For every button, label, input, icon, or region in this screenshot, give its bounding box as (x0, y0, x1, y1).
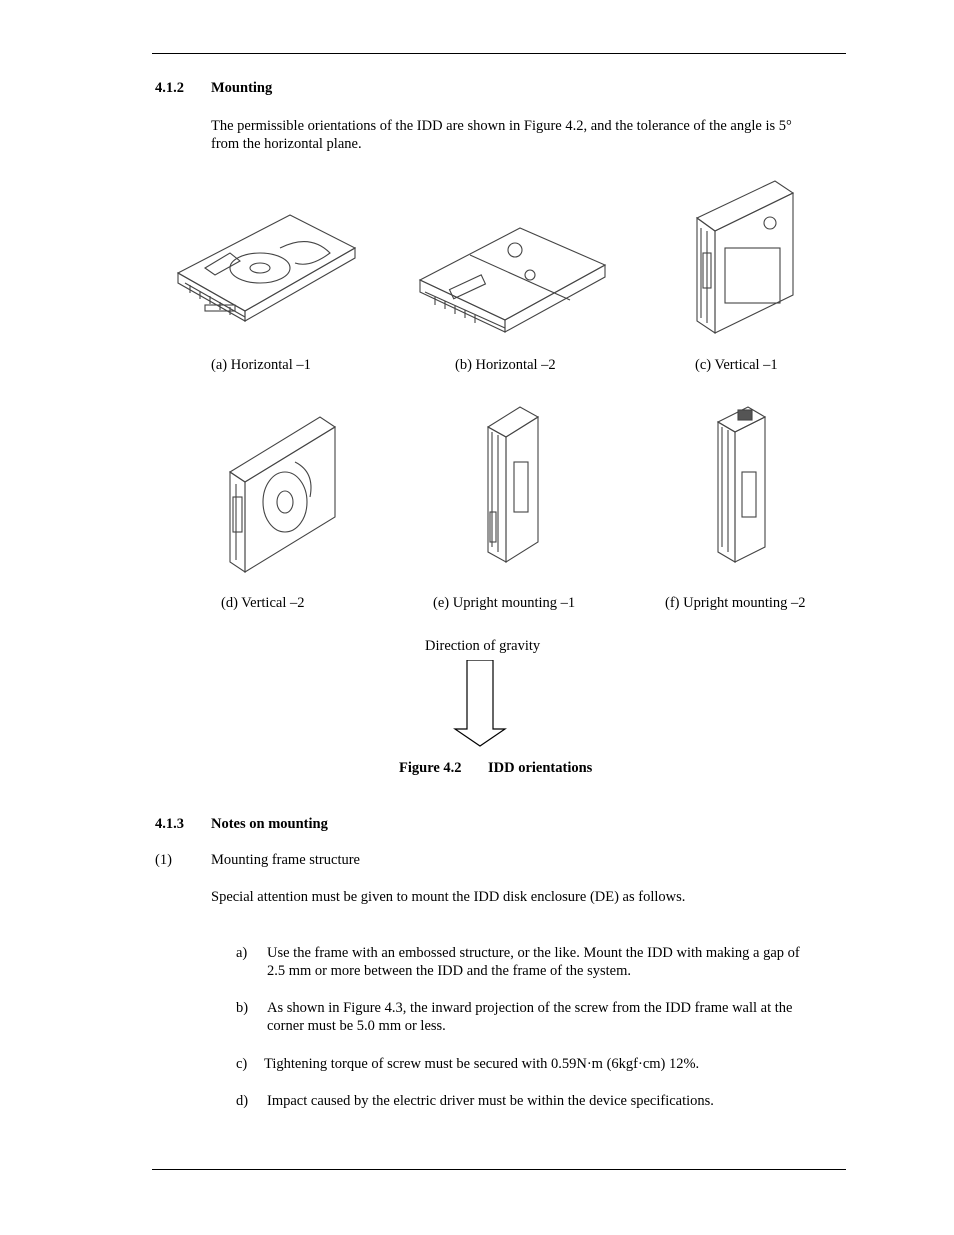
drive-upright-2-illustration (710, 402, 775, 567)
caption-d: (d) Vertical –2 (221, 595, 305, 611)
caption-c: (c) Vertical –1 (695, 357, 778, 373)
section-number: 4.1.2 (155, 80, 184, 96)
drive-horizontal-1-illustration (160, 193, 380, 338)
drive-vertical-2-illustration (195, 402, 345, 577)
list-text-line: Tightening torque of screw must be secured with 0.59N·m (6kgf·cm) 12%. (264, 1056, 700, 1072)
caption-f: (f) Upright mounting –2 (665, 595, 806, 611)
gravity-label: Direction of gravity (425, 638, 541, 654)
figure-number: Figure 4.2 (399, 760, 462, 776)
caption-e: (e) Upright mounting –1 (433, 595, 576, 611)
paragraph-line: The permissible orientations of the IDD are shown in Figure 4.2, and the tolerance of the angle is 5° (211, 118, 792, 134)
figure-title: IDD orientations (488, 760, 593, 776)
header-rule (152, 53, 846, 54)
list-label: c) (236, 1056, 248, 1072)
list-label: d) (236, 1093, 249, 1109)
list-text-line: Use the frame with an embossed structure, or the like. Mount the IDD with making a gap of (267, 945, 800, 961)
paragraph-line: from the horizontal plane. (211, 136, 362, 152)
list-label: a) (236, 945, 248, 961)
caption-a: (a) Horizontal –1 (211, 357, 311, 373)
list-text-line: Impact caused by the electric driver must be within the device specifications. (267, 1093, 714, 1109)
list-text-line: 2.5 mm or more between the IDD and the frame of the system. (267, 963, 632, 979)
drive-vertical-1-illustration (685, 173, 805, 338)
section-title: Notes on mounting (211, 816, 328, 832)
item-number: (1) (155, 852, 172, 868)
list-label: b) (236, 1000, 249, 1016)
caption-b: (b) Horizontal –2 (455, 357, 556, 373)
section-number: 4.1.3 (155, 816, 184, 832)
intro-paragraph: Special attention must be given to mount the IDD disk enclosure (DE) as follows. (211, 889, 686, 905)
drive-upright-1-illustration (480, 402, 545, 567)
list-text-line: corner must be 5.0 mm or less. (267, 1018, 446, 1034)
drive-horizontal-2-illustration (410, 220, 610, 338)
list-text-line: As shown in Figure 4.3, the inward projection of the screw from the IDD frame wall at the (267, 1000, 793, 1016)
section-title: Mounting (211, 80, 273, 96)
gravity-arrow-icon (452, 660, 508, 748)
item-title: Mounting frame structure (211, 852, 360, 868)
footer-rule (152, 1169, 846, 1170)
